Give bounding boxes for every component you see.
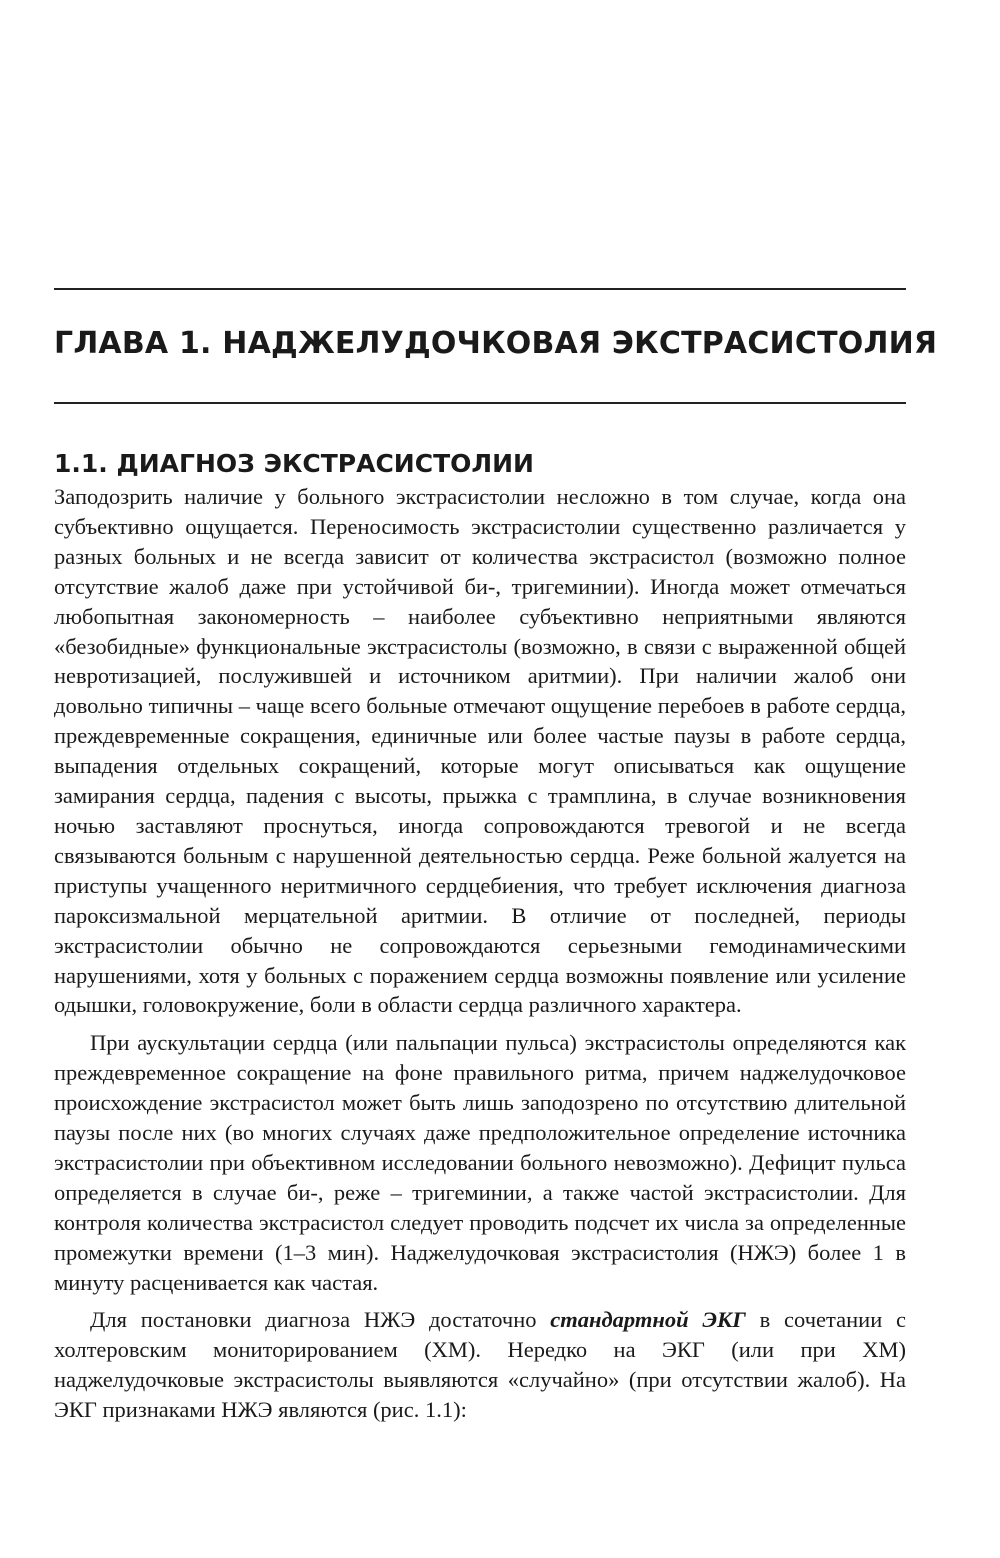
paragraph-3-start: Для постановки диагноза НЖЭ достаточно: [90, 1307, 551, 1333]
top-rule: [54, 288, 906, 290]
body-text: [54, 482, 906, 1425]
paragraph-3-end: в сочетании с холтеровским мониторированием (ХМ). Нередко на ЭКГ (или при ХМ) наджелудочковые экстрасистолы выявляются «случайно» (при отсутствии жалоб). На ЭКГ признаками НЖЭ являются (рис. 1.1):: [54, 1307, 906, 1423]
paragraph-3: [54, 1305, 906, 1425]
paragraph-1: Заподозрить наличие у больного экстрасистолии несложно в том случае, когда она субъективно ощущается. Переносимость экстрасистолии существенно различается у разных больных и не всегда зависит от количества экстрасистол (возможно полное отсутствие жалоб даже при устойчивой би-, тригеминии). Иногда может отмечаться любопытная закономерность – наиболее субъективно неприятными являются «безобидные» функциональные экстрасистолы (возможно, в связи с выраженной общей невротизацией, послужившей и источником аритмии). При наличии жалоб они довольно типичны – чаще всего больные отмечают ощущение перебоев в работе сердца, преждевременные сокращения, единичные или более частые паузы в работе сердца, выпадения отдельных сокращений, которые могут описываться как ощущение замирания сердца, падения с высоты, прыжка с трамплина, в случае возникновения ночью заставляют проснуться, иногда сопровождаются тревогой и не всегда связываются больным с нарушенной деятельностью сердца. Реже больной жалуется на приступы учащенного неритмичного сердцебиения, что требует исключения диагноза пароксизмальной мерцательной аритмии. В отличие от последней, периоды экстрасистолии обычно не сопровождаются серьезными гемодинамическими нарушениями, хотя у больных с поражением сердца возможны появление или усиление одышки, головокружение, боли в области сердца различного характера.: [54, 484, 906, 1018]
paragraph-2: При аускультации сердца (или пальпации пульса) экстрасистолы определяются как преждевременное сокращение на фоне правильного ритма, причем наджелудочковое происхождение экстрасистол может быть лишь заподозрено по отсутствию длительной паузы после них (во многих случаях даже предположительное определение источника экстрасистолии при объективном исследовании больного невозможно). Дефицит пульса определяется в случае би-, реже – тригеминии, а также частой экстрасистолии. Для контроля количества экстрасистол следует проводить подсчет их числа за определенные промежутки времени (1–3 мин). Наджелудочковая экстрасистолия (НЖЭ) более 1 в минуту расценивается как частая.: [54, 1030, 906, 1295]
paragraph-3-emphasis: стандартной ЭКГ: [550, 1307, 746, 1333]
bottom-rule: [54, 402, 906, 404]
chapter-title: ГЛАВА 1. НАДЖЕЛУДОЧКОВАЯ ЭКСТРАСИСТОЛИЯ: [54, 326, 938, 361]
section-title: 1.1. ДИАГНОЗ ЭКСТРАСИСТОЛИИ: [54, 449, 534, 478]
